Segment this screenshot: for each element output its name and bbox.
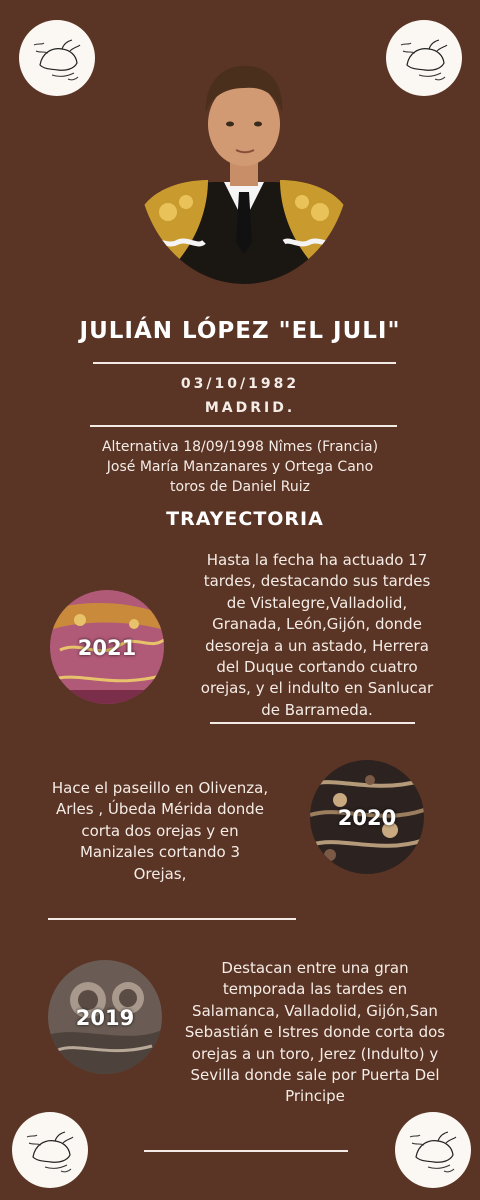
entry-line: desoreja a un astado, Herrera: [205, 636, 429, 655]
entry-line: Principe: [285, 1087, 345, 1106]
entry-line: Orejas,: [133, 864, 187, 883]
entry-line: Manizales cortando 3: [79, 843, 241, 862]
year-label-2020: 2020: [337, 806, 397, 830]
entry-line: Hasta la fecha ha actuado 17: [206, 551, 428, 569]
entry-line: tardes, destacando sus tardes: [203, 572, 431, 591]
birth-date: 03/10/1982: [180, 376, 300, 392]
entry-line: de Barrameda.: [261, 700, 373, 719]
entry-line: corta dos orejas y en: [81, 821, 239, 840]
entry-line: Salamanca, Valladolid, Gijón,San: [192, 1001, 438, 1020]
divider: [48, 918, 296, 920]
bull-logo-icon: [15, 1115, 85, 1185]
entry-line: Sevilla donde sale por Puerta Del: [190, 1066, 440, 1085]
alternativa-block: [60, 437, 420, 497]
entry-line: de Vistalegre,Valladolid,: [226, 593, 408, 612]
entry-line: del Duque cortando cuatro: [216, 658, 418, 677]
section-heading: TRAYECTORIA: [166, 508, 324, 530]
bull-logo-icon: [398, 1115, 468, 1185]
entry-line: Destacan entre una gran: [221, 959, 409, 977]
entry-line: Granada, León,Gijón, donde: [212, 615, 422, 634]
entry-line: Hace el paseillo en Olivenza,: [51, 779, 269, 797]
alternativa-line: toros de Daniel Ruiz: [169, 479, 311, 495]
entry-line: temporada las tardes en: [222, 980, 408, 999]
entry-text-2019: [170, 958, 460, 1108]
matador-name: JULIÁN LÓPEZ "EL JULI": [79, 318, 401, 344]
entry-text-2020: [50, 778, 270, 885]
logo-top-right: [386, 20, 462, 96]
divider: [93, 362, 396, 364]
logo-top-left: [19, 20, 95, 96]
entry-line: orejas a un toro, Jerez (Indulto) y: [191, 1044, 439, 1063]
entry-line: orejas, y el indulto en Sanlucar: [200, 679, 434, 698]
alternativa-line: José María Manzanares y Ortega Cano: [106, 459, 374, 475]
matador-portrait: [138, 42, 350, 284]
divider: [90, 425, 397, 427]
divider: [144, 1150, 348, 1152]
alternativa-line: Alternativa 18/09/1998 Nîmes (Francia): [101, 439, 379, 455]
logo-bottom-right: [395, 1112, 471, 1188]
divider: [210, 722, 415, 724]
bull-logo-icon: [389, 23, 459, 93]
birth-place: MADRID.: [204, 400, 296, 416]
bull-logo-icon: [22, 23, 92, 93]
entry-line: Arles , Úbeda Mérida donde: [55, 800, 265, 819]
year-label-2019: 2019: [75, 1006, 135, 1030]
logo-bottom-left: [12, 1112, 88, 1188]
entry-line: Sebastián e Istres donde corta dos: [184, 1023, 446, 1042]
entry-text-2021: [176, 550, 458, 721]
year-label-2021: 2021: [77, 636, 137, 660]
